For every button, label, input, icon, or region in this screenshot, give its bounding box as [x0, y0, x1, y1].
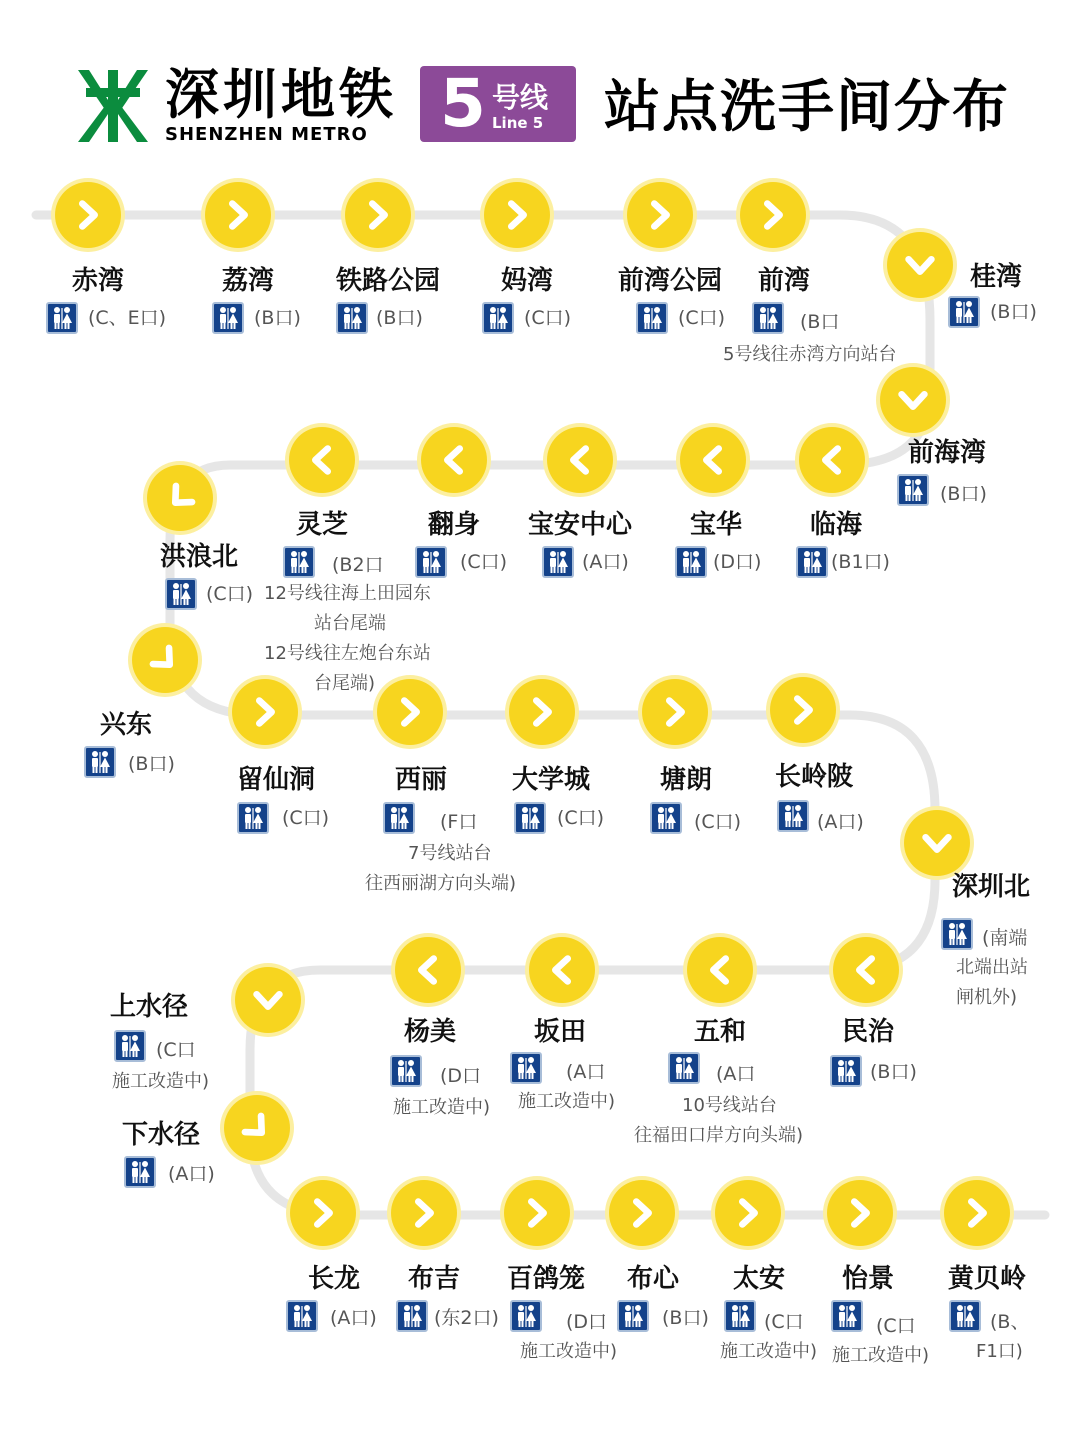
chevron-icon [391, 693, 429, 731]
toilet-note: F1口) [976, 1341, 1023, 1362]
chevron-icon [784, 691, 822, 729]
station-name: 怡景 [842, 1264, 895, 1294]
chevron-icon [518, 1194, 556, 1232]
line-badge [420, 66, 576, 142]
toilet-exit: (C口) [282, 807, 330, 829]
toilet-icon [336, 302, 368, 334]
station-marker [904, 810, 970, 876]
toilet-note: 施工改造中) [832, 1345, 930, 1366]
toilet-exit: (C口 [764, 1311, 804, 1333]
station-marker [421, 427, 487, 493]
toilet-exit: (东2口) [434, 1307, 499, 1329]
station-name: 宝安中心 [528, 510, 633, 540]
station-name: 大学城 [512, 765, 591, 795]
toilet-exit: (A口 [566, 1061, 606, 1083]
station-marker [345, 182, 411, 248]
chevron-icon [246, 693, 284, 731]
toilet-icon [510, 1300, 542, 1332]
toilet-exit: (D口 [566, 1311, 608, 1333]
station-marker [642, 679, 708, 745]
station-name: 杨美 [404, 1017, 457, 1047]
toilet-icon [796, 546, 828, 578]
chevron-icon [69, 196, 107, 234]
toilet-exit: (A口 [716, 1063, 756, 1085]
toilet-note: 施工改造中) [520, 1341, 618, 1362]
chevron-icon [958, 1194, 996, 1232]
station-name: 荔湾 [222, 266, 275, 296]
chevron-icon [161, 479, 199, 517]
chevron-icon [359, 196, 397, 234]
station-marker [680, 427, 746, 493]
toilet-icon [415, 546, 447, 578]
chevron-icon [543, 951, 581, 989]
station-marker [224, 1095, 290, 1161]
toilet-exit: (B1口) [831, 551, 890, 573]
toilet-exit: (C口) [557, 807, 605, 829]
toilet-icon [482, 302, 514, 334]
toilet-icon [114, 1030, 146, 1062]
chevron-icon [813, 441, 851, 479]
toilet-note: 施工改造中) [112, 1071, 210, 1092]
toilet-icon [724, 1300, 756, 1332]
toilet-icon [124, 1156, 156, 1188]
station-name: 留仙洞 [237, 765, 316, 795]
station-marker [235, 967, 301, 1033]
toilet-exit: (B口 [800, 311, 840, 333]
toilet-icon [650, 802, 682, 834]
toilet-note: 往福田口岸方向头端) [634, 1125, 804, 1146]
line-number: 5 [440, 65, 486, 142]
station-name: 深圳北 [952, 872, 1031, 902]
toilet-exit: (D口) [713, 551, 762, 573]
toilet-exit: (B口) [990, 301, 1037, 323]
station-name: 五和 [694, 1017, 747, 1047]
toilet-icon [514, 802, 546, 834]
toilet-icon [830, 1055, 862, 1087]
toilet-exit: (F口 [440, 811, 478, 833]
station-marker [547, 427, 613, 493]
toilet-note: 站台尾端 [314, 613, 386, 634]
chevron-icon [754, 196, 792, 234]
toilet-exit: (C、E口) [88, 307, 167, 329]
station-name: 民治 [842, 1017, 895, 1047]
station-marker [55, 182, 121, 248]
chevron-icon [894, 381, 932, 419]
station-marker [509, 679, 575, 745]
station-name: 洪浪北 [160, 542, 239, 572]
toilet-note: 往西丽湖方向头端) [365, 873, 517, 894]
toilet-note: 施工改造中) [393, 1097, 491, 1118]
station-name: 下水径 [122, 1120, 201, 1150]
station-name: 宝华 [690, 510, 743, 540]
toilet-exit: (南端 [982, 927, 1028, 949]
toilet-exit: (C口 [156, 1039, 196, 1061]
station-name: 铁路公园 [336, 266, 441, 296]
toilet-exit: (B口) [128, 753, 175, 775]
toilet-note: 北端出站 [956, 957, 1028, 978]
station-name: 灵芝 [296, 510, 349, 540]
station-marker [799, 427, 865, 493]
chevron-icon [219, 196, 257, 234]
brand-name-en: SHENZHEN METRO [165, 124, 368, 145]
station-name: 桂湾 [970, 262, 1023, 292]
toilet-note: 12号线往左炮台东站 [264, 643, 431, 664]
toilet-icon [941, 918, 973, 950]
toilet-exit: (C口) [206, 583, 254, 605]
toilet-icon [390, 1055, 422, 1087]
shenzhen-metro-logo-icon [78, 70, 148, 142]
station-marker [391, 1180, 457, 1246]
station-name: 临海 [810, 510, 863, 540]
station-name: 坂田 [534, 1017, 587, 1047]
chevron-icon [304, 1194, 342, 1232]
toilet-icon [383, 802, 415, 834]
chevron-icon [303, 441, 341, 479]
toilet-exit: (B口) [662, 1307, 709, 1329]
chevron-icon [435, 441, 473, 479]
brand-name-cn: 深圳地铁 [165, 63, 397, 126]
toilet-exit: (B口) [254, 307, 301, 329]
toilet-icon [897, 474, 929, 506]
station-name: 兴东 [100, 710, 153, 740]
toilet-icon [542, 546, 574, 578]
toilet-icon [84, 746, 116, 778]
chevron-icon [847, 951, 885, 989]
station-name: 长岭陂 [775, 762, 854, 792]
toilet-note: 施工改造中) [720, 1341, 818, 1362]
station-marker [529, 937, 595, 1003]
toilet-icon [396, 1300, 428, 1332]
toilet-icon [510, 1052, 542, 1084]
line-label-en: Line 5 [492, 114, 544, 132]
toilet-exit: (C口) [678, 307, 726, 329]
line-label-cn: 号线 [492, 81, 549, 114]
chevron-icon [901, 246, 939, 284]
chevron-icon [409, 951, 447, 989]
station-marker [715, 1180, 781, 1246]
station-marker [609, 1180, 675, 1246]
page-title: 站点洗手间分布 [604, 75, 1010, 140]
station-marker [740, 182, 806, 248]
toilet-exit: (C口) [460, 551, 508, 573]
toilet-icon [668, 1052, 700, 1084]
toilet-note: 闸机外) [956, 987, 1018, 1008]
station-name: 前海湾 [908, 438, 987, 468]
chevron-icon [561, 441, 599, 479]
station-name: 前湾公园 [618, 266, 723, 296]
toilet-icon [949, 1300, 981, 1332]
station-marker [504, 1180, 570, 1246]
toilet-icon [617, 1300, 649, 1332]
station-name: 黄贝岭 [948, 1264, 1027, 1294]
toilet-icon [777, 800, 809, 832]
toilet-note: 台尾端) [314, 673, 376, 694]
station-marker [627, 182, 693, 248]
chevron-icon [918, 824, 956, 862]
station-marker [770, 677, 836, 743]
toilet-icon [165, 578, 197, 610]
chevron-icon [249, 981, 287, 1019]
chevron-icon [523, 693, 561, 731]
toilet-exit: (A口) [168, 1163, 215, 1185]
station-name: 妈湾 [501, 266, 554, 296]
station-name: 布心 [627, 1264, 680, 1294]
station-marker [887, 232, 953, 298]
station-marker [232, 679, 298, 745]
chevron-icon [841, 1194, 879, 1232]
station-marker [290, 1180, 356, 1246]
station-name: 上水径 [110, 992, 189, 1022]
toilet-icon [46, 302, 78, 334]
toilet-exit: (A口) [330, 1307, 377, 1329]
toilet-note: 5号线往赤湾方向站台 [723, 344, 897, 365]
toilet-exit: (C口 [876, 1315, 916, 1337]
station-marker [395, 937, 461, 1003]
chevron-icon [729, 1194, 767, 1232]
station-marker [377, 679, 443, 745]
toilet-exit: (B、 [990, 1311, 1030, 1333]
toilet-exit: (B口) [940, 483, 987, 505]
toilet-note: 10号线站台 [682, 1095, 777, 1116]
toilet-icon [283, 546, 315, 578]
station-name: 太安 [733, 1264, 786, 1294]
chevron-icon [641, 196, 679, 234]
toilet-icon [636, 302, 668, 334]
toilet-icon [237, 802, 269, 834]
chevron-icon [405, 1194, 443, 1232]
station-marker [289, 427, 355, 493]
toilet-icon [212, 302, 244, 334]
station-name: 前湾 [758, 266, 811, 296]
toilet-exit: (B口) [376, 307, 423, 329]
toilet-exit: (A口) [582, 551, 629, 573]
toilet-exit: (D口 [440, 1065, 482, 1087]
toilet-exit: (C口) [694, 811, 742, 833]
chevron-icon [701, 951, 739, 989]
toilet-exit: (A口) [817, 811, 864, 833]
station-name: 翻身 [428, 510, 481, 540]
toilet-exit: (B2口 [332, 554, 384, 576]
toilet-icon [831, 1300, 863, 1332]
station-name: 百鸽笼 [507, 1264, 586, 1294]
toilet-note: 施工改造中) [518, 1091, 616, 1112]
chevron-icon [656, 693, 694, 731]
station-marker [827, 1180, 893, 1246]
toilet-note: 7号线站台 [408, 843, 492, 864]
station-marker [484, 182, 550, 248]
station-marker [944, 1180, 1010, 1246]
toilet-icon [286, 1300, 318, 1332]
toilet-exit: (C口) [524, 307, 572, 329]
chevron-icon [623, 1194, 661, 1232]
station-name: 赤湾 [72, 266, 125, 296]
station-marker [687, 937, 753, 1003]
station-name: 布吉 [408, 1264, 461, 1294]
chevron-icon [238, 1109, 276, 1147]
station-name: 塘朗 [660, 765, 713, 795]
station-name: 长龙 [308, 1264, 361, 1294]
station-marker [205, 182, 271, 248]
chevron-icon [498, 196, 536, 234]
station-marker [132, 627, 198, 693]
toilet-icon [675, 546, 707, 578]
station-marker [833, 937, 899, 1003]
station-name: 西丽 [395, 765, 448, 795]
chevron-icon [146, 641, 184, 679]
station-marker [147, 465, 213, 531]
toilet-note: 12号线往海上田园东 [264, 583, 431, 604]
chevron-icon [694, 441, 732, 479]
toilet-icon [948, 296, 980, 328]
toilet-icon [752, 302, 784, 334]
station-marker [880, 367, 946, 433]
toilet-exit: (B口) [870, 1061, 917, 1083]
